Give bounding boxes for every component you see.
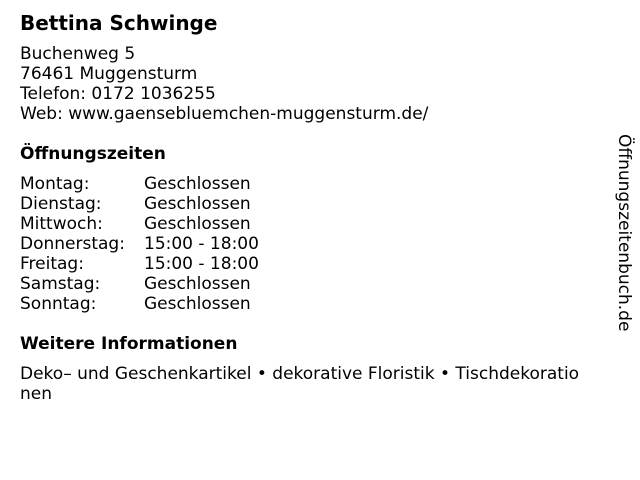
hours-day: Samstag: bbox=[20, 274, 101, 294]
hours-row bbox=[20, 234, 259, 254]
hours-time: Geschlossen bbox=[144, 214, 251, 234]
hours-day: Mittwoch: bbox=[20, 214, 103, 234]
info-text: Deko– und Geschenkartikel • dekorative Floristik • Tischdekorationen bbox=[20, 364, 580, 404]
business-name: Bettina Schwinge bbox=[20, 11, 218, 35]
hours-day: Dienstag: bbox=[20, 194, 102, 214]
hours-day: Sonntag: bbox=[20, 294, 97, 314]
hours-time: 15:00 - 18:00 bbox=[144, 234, 259, 254]
hours-row bbox=[20, 214, 259, 234]
city: 76461 Muggensturm bbox=[20, 64, 198, 84]
address-block bbox=[20, 44, 428, 124]
hours-time: Geschlossen bbox=[144, 274, 251, 294]
hours-row bbox=[20, 274, 259, 294]
info-heading: Weitere Informationen bbox=[20, 334, 238, 354]
website: Web: www.gaensebluemchen-muggensturm.de/ bbox=[20, 104, 429, 124]
hours-row bbox=[20, 194, 259, 214]
hours-row bbox=[20, 294, 259, 314]
phone: Telefon: 0172 1036255 bbox=[20, 84, 216, 104]
hours-heading: Öffnungszeiten bbox=[20, 144, 166, 164]
hours-day: Freitag: bbox=[20, 254, 84, 274]
hours-time: Geschlossen bbox=[144, 194, 251, 214]
hours-day: Donnerstag: bbox=[20, 234, 125, 254]
hours-time: 15:00 - 18:00 bbox=[144, 254, 259, 274]
hours-time: Geschlossen bbox=[144, 294, 251, 314]
watermark-label: Öffnungszeitenbuch.de bbox=[614, 134, 634, 332]
hours-row bbox=[20, 174, 259, 194]
street: Buchenweg 5 bbox=[20, 44, 136, 64]
hours-table bbox=[20, 174, 259, 314]
hours-time: Geschlossen bbox=[144, 174, 251, 194]
hours-day: Montag: bbox=[20, 174, 90, 194]
hours-row bbox=[20, 254, 259, 274]
